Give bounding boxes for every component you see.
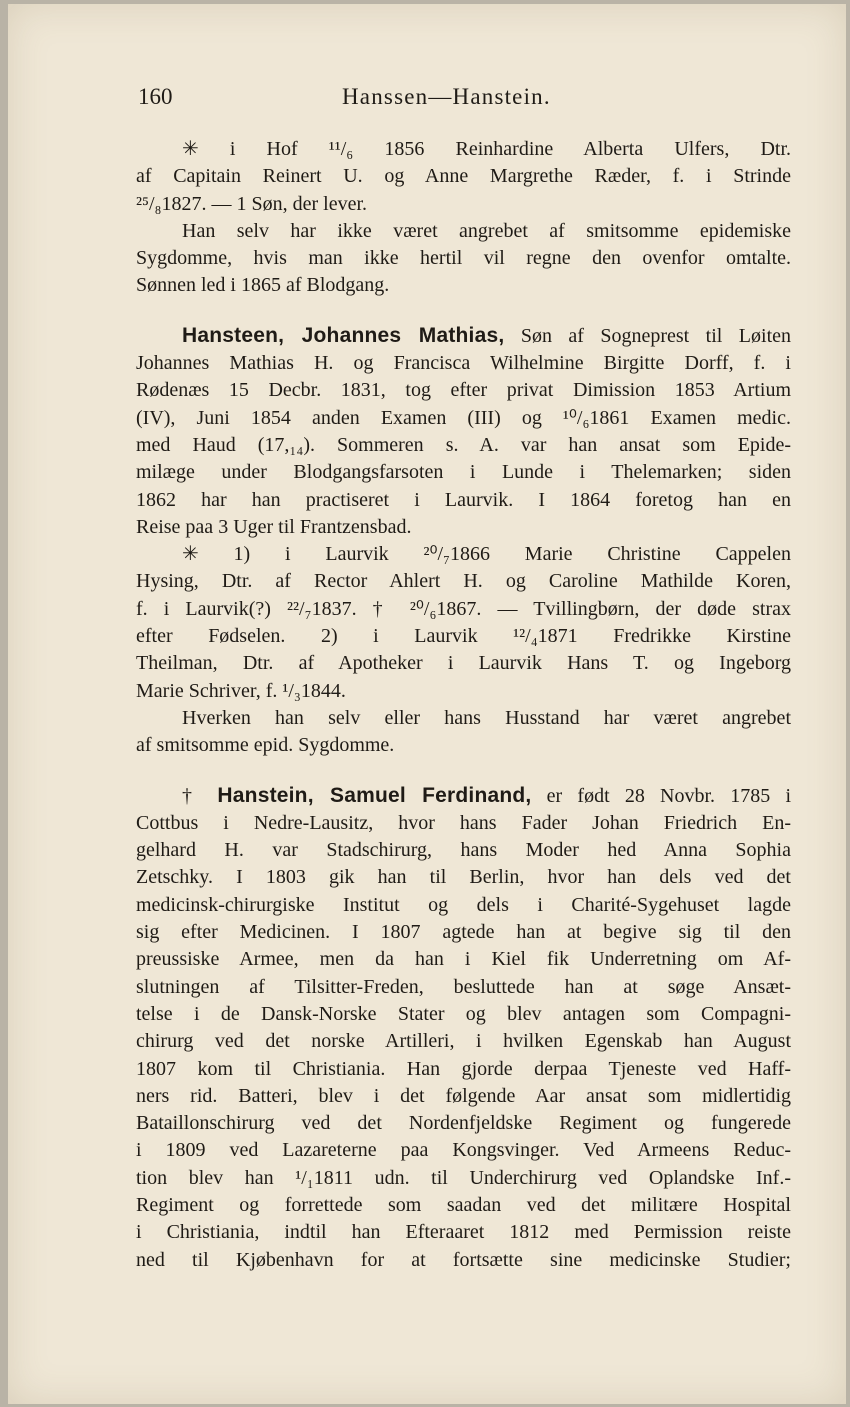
text-line: Johannes Mathias H. og Francisca Wilhelmine Birgitte Dorff, f. i (136, 352, 791, 375)
page-header (138, 84, 798, 124)
text-line: efter Fødselen. 2) i Laurvik ¹²/₄1871 Fredrikke Kirstine (136, 625, 791, 648)
text-line: i Christiania, indtil han Efteraaret 1812 med Permission reiste (136, 1221, 791, 1244)
text-line: ned til Kjøbenhavn for at fortsætte sine medicinske Studier; (136, 1248, 791, 1271)
entry-heading: Hansteen, Johannes Mathias, (182, 323, 505, 347)
text-line: Hysing, Dtr. af Rector Ahlert H. og Caroline Mathilde Koren, (136, 570, 791, 593)
entry-hanstein (136, 782, 791, 1274)
text-line: Theilman, Dtr. af Apotheker i Laurvik Hans T. og Ingeborg (136, 652, 791, 675)
text-line: i 1809 ved Lazareterne paa Kongsvinger. Ved Armeens Reduc- (136, 1139, 791, 1162)
text-line: tion blev han ¹/₁1811 udn. til Underchirurg ved Oplandske Inf.- (136, 1166, 791, 1189)
text-line: Zetschky. I 1803 gik han til Berlin, hvor han dels ved det (136, 866, 791, 889)
text-line: med Haud (17,₁₄). Sommeren s. A. var han ansat som Epide- (136, 433, 791, 456)
text-line: 1862 har han practiseret i Laurvik. I 1864 foretog han en (136, 488, 791, 511)
text-line: Marie Schriver, f. ¹/₃1844. (136, 679, 346, 702)
text-line: Han selv har ikke været angrebet af smitsomme epidemiske (182, 219, 791, 242)
text-line: medicinsk-chirurgiske Institut og dels i Charité-Sygehuset lagde (136, 893, 791, 916)
text-line: milæge under Blodgangsfarsoten i Lunde i Thelemarken; siden (136, 461, 791, 484)
text-line: Sygdomme, hvis man ikke hertil vil regne den ovenfor omtalte. (136, 247, 791, 270)
text-line: (IV), Juni 1854 anden Examen (III) og ¹⁰/₆1861 Examen medic. (136, 406, 791, 429)
text-run: Søn af Sogneprest til Løiten (504, 324, 791, 347)
text-line: Cottbus i Nedre-Lausitz, hvor hans Fader Johan Friedrich En- (136, 811, 791, 834)
text-line: telse i de Dansk-Norske Stater og blev antagen som Compagni- (136, 1002, 791, 1025)
text-line: preussiske Armee, men da han i Kiel fik Underretning om Af- (136, 948, 791, 971)
running-title: Hanssen—Hanstein. (342, 84, 551, 109)
page-body (136, 136, 791, 1274)
page-number: 160 (138, 84, 173, 109)
entry-first-line (136, 322, 791, 350)
text-line: 1807 kom til Christiania. Han gjorde derpaa Tjeneste ved Haff- (136, 1057, 791, 1080)
text-line: Rødenæs 15 Decbr. 1831, tog efter privat Dimission 1853 Artium (136, 379, 791, 402)
text-line: Sønnen led i 1865 af Blodgang. (136, 274, 390, 297)
dagger-mark: † (182, 784, 218, 807)
text-line: ²⁵/₈1827. — 1 Søn, der lever. (136, 192, 368, 215)
text-line: af smitsomme epid. Sygdomme. (136, 734, 395, 757)
text-line: Hverken han selv eller hans Husstand har været angrebet (182, 706, 791, 729)
text-line: af Capitain Reinert U. og Anne Margrethe Ræder, f. i Strinde (136, 165, 791, 188)
text-line: ✳ 1) i Laurvik ²⁰/₇1866 Marie Christine Cappelen (182, 543, 791, 566)
text-line: ✳ i Hof ¹¹/₆ 1856 Reinhardine Alberta Ulfers, Dtr. (182, 138, 791, 160)
text-line: Bataillonschirurg ved det Nordenfjeldske Regiment og fungerede (136, 1112, 791, 1135)
entry-first-line (136, 782, 791, 810)
text-line: chirurg ved det norske Artilleri, i hvilken Egenskab han August (136, 1030, 791, 1053)
text-line: Reise paa 3 Uger til Frantzensbad. (136, 515, 412, 538)
entry-hansteen (136, 322, 791, 760)
entry-heading: Hanstein, Samuel Ferdinand, (217, 783, 532, 807)
text-line: ners rid. Batteri, blev i det følgende Aar ansat som midlertidig (136, 1084, 791, 1107)
text-line: slutningen af Tilsitter-Freden, besluttede han at søge Ansæt- (136, 975, 791, 998)
entry-continuation (136, 136, 791, 300)
text-line: Regiment og forrettede som saadan ved det militære Hospital (136, 1193, 791, 1216)
text-line: gelhard H. var Stadschirurg, hans Moder hed Anna Sophia (136, 839, 791, 862)
text-run: er født 28 Novbr. 1785 i (531, 784, 792, 807)
text-line: f. i Laurvik(?) ²²/₇1837. † ²⁰/₆1867. — Tvillingbørn, der døde strax (136, 597, 791, 620)
text-line: sig efter Medicinen. I 1807 agtede han at begive sig til den (136, 921, 791, 944)
